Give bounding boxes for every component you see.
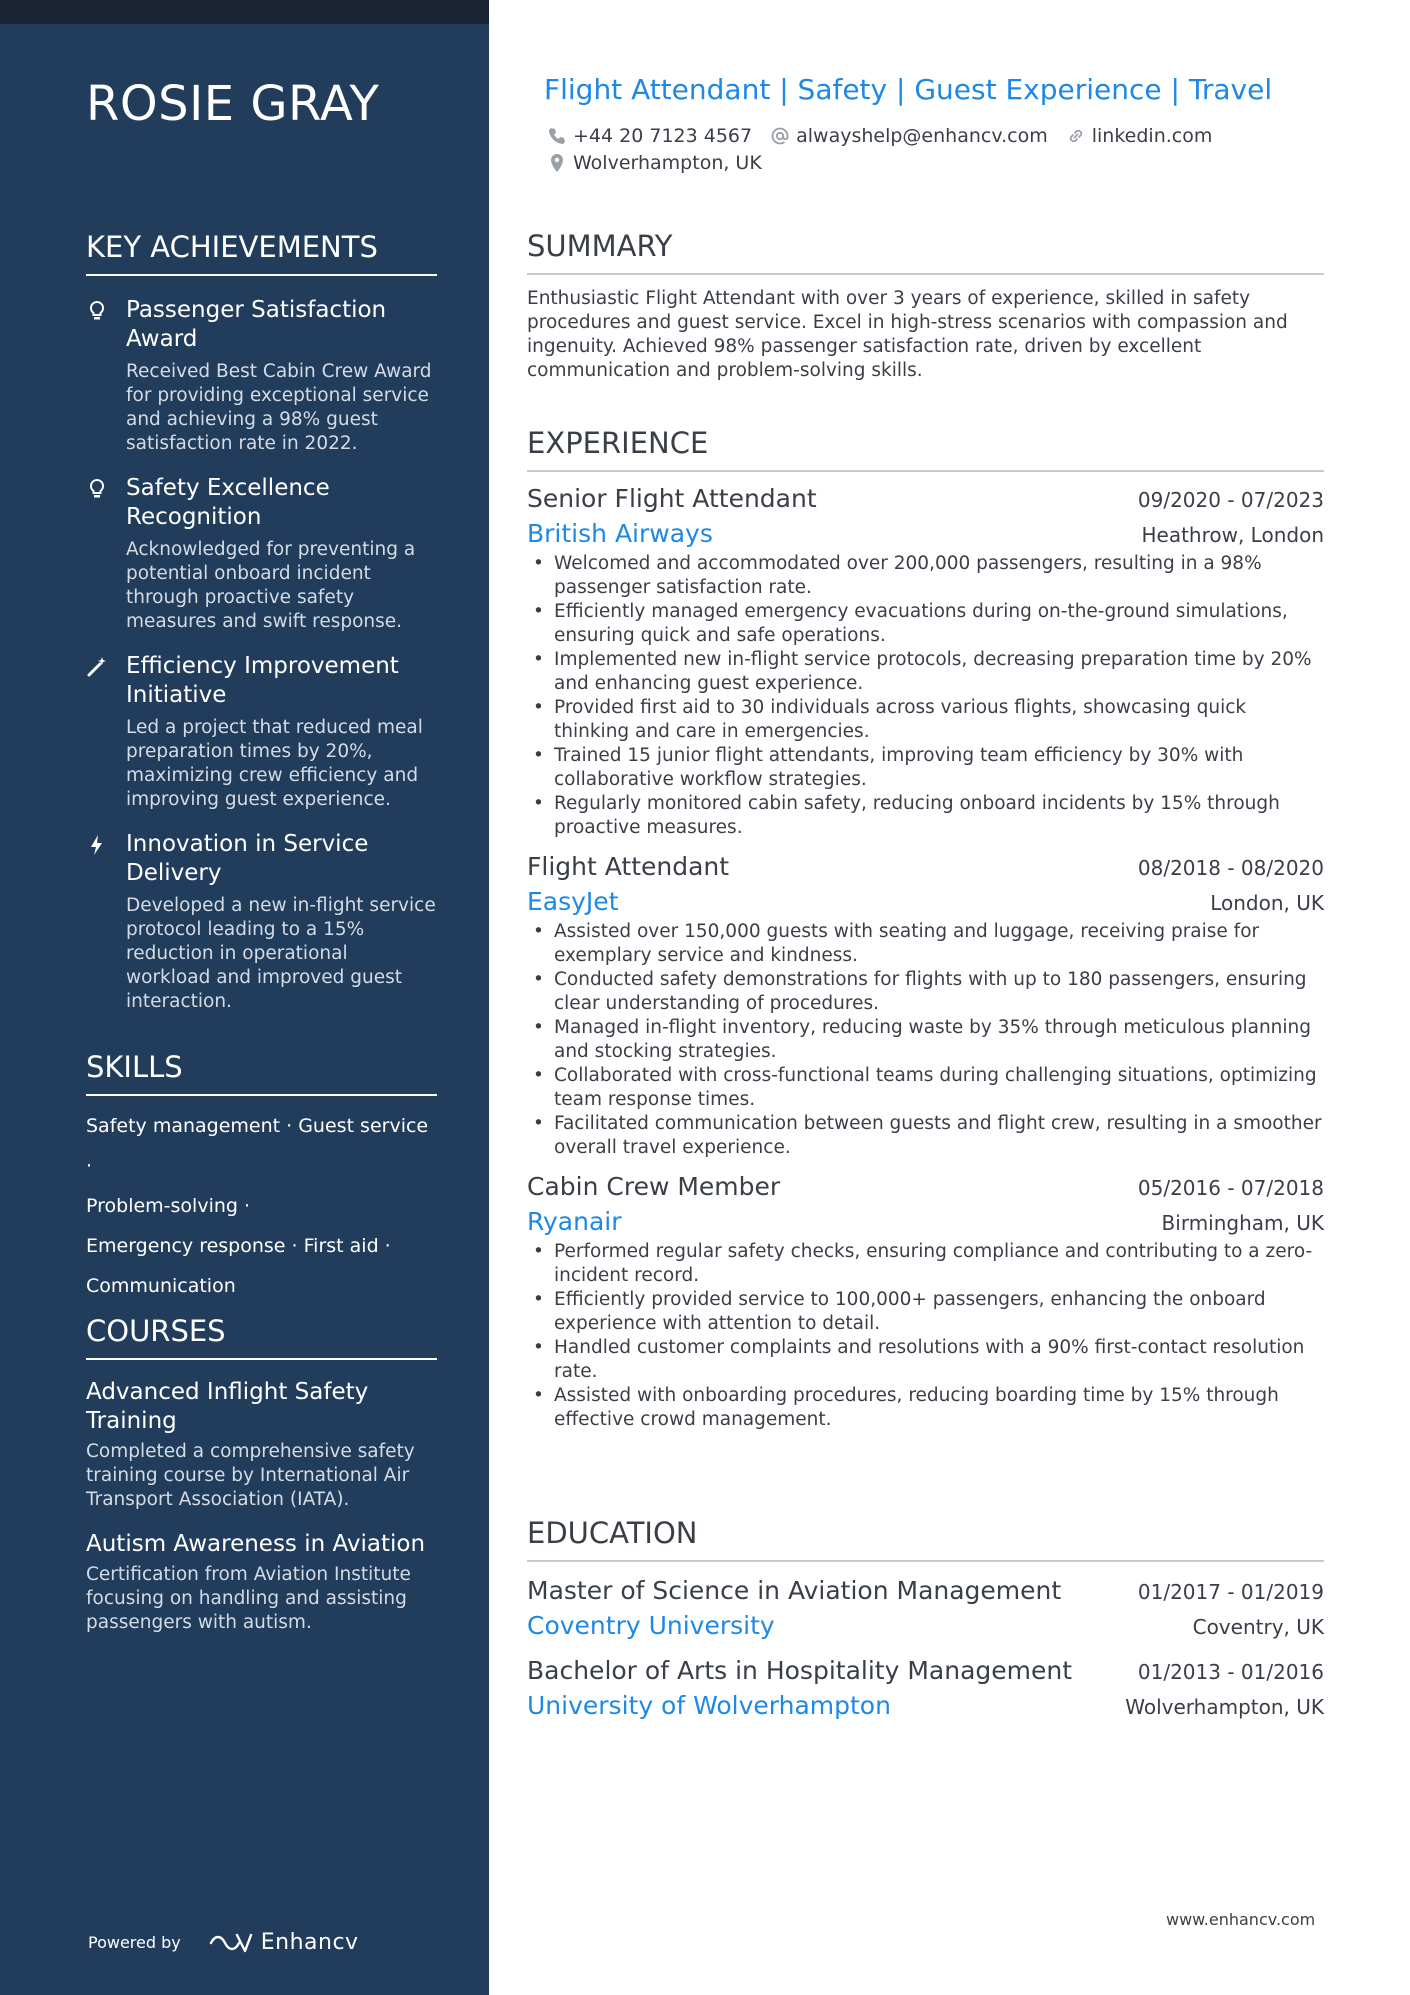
bullet-item: • Provided first aid to 30 individuals across various flights, showcasing quick thinking and care in emergencies.	[527, 696, 1324, 744]
section-title: EDUCATION	[527, 1516, 1324, 1562]
course-title: Advanced Inflight Safety Training	[86, 1379, 369, 1434]
email-address: alwayshelp@enhancv.com	[796, 125, 1048, 147]
contact-row	[547, 125, 1212, 147]
course-description: Certification from Aviation Institute focusing on handling and assisting passengers with autism.	[86, 1564, 411, 1633]
school-location: Wolverhampton, UK	[1125, 1695, 1324, 1719]
education-dates: 01/2017 - 01/2019	[1137, 1580, 1324, 1604]
bullet-item: • Handled customer complaints and resolutions with a 90% first-contact resolution rate.	[527, 1336, 1324, 1384]
section-title: COURSES	[86, 1314, 437, 1360]
summary-text: Enthusiastic Flight Attendant with over 3 years of experience, skilled in safety procedures and guest service. Excel in high-stress scenarios with compassion and ingenuity. Achieved 98% passenger satisfaction rate, driven by excellent communication and problem-solving skills.	[527, 288, 1288, 381]
skills-section	[86, 1050, 437, 1306]
powered-by-label: Powered by	[88, 1933, 181, 1952]
achievement-description: Received Best Cabin Crew Award for providing exceptional service and achieving a 98% guest satisfaction rate in 2022.	[126, 361, 432, 454]
achievement-description: Developed a new in-flight service protocol leading to a 15% reduction in operational workload and improved guest interaction.	[126, 895, 436, 1012]
bullet-item: • Assisted over 150,000 guests with seating and luggage, receiving praise for exemplary service and kindness.	[527, 920, 1324, 968]
job-entry	[527, 1172, 1324, 1432]
achievement-title: Innovation in Service Delivery	[126, 831, 369, 886]
achievement-description: Led a project that reduced meal preparation times by 20%, maximizing crew efficiency and improving guest experience.	[126, 717, 423, 810]
lightning-bolt-icon	[86, 834, 108, 856]
skill-line: Emergency response · First aid ·	[86, 1235, 391, 1257]
section-title: EXPERIENCE	[527, 426, 1324, 472]
bullet-item: • Regularly monitored cabin safety, reducing onboard incidents by 15% through proactive measures.	[527, 792, 1324, 840]
job-bullets	[527, 1240, 1324, 1432]
email-contact[interactable]	[770, 125, 1048, 147]
course-title: Autism Awareness in Aviation	[86, 1531, 426, 1557]
education-section	[527, 1516, 1324, 1720]
skill-line: Problem-solving ·	[86, 1195, 251, 1217]
course-item	[86, 1530, 437, 1635]
footer-url[interactable]: www.enhancv.com	[1166, 1910, 1316, 1929]
magic-wand-icon	[86, 656, 108, 678]
job-location: London, UK	[1210, 891, 1324, 915]
at-icon	[770, 126, 790, 146]
section-title: SUMMARY	[527, 229, 1324, 275]
education-dates: 01/2013 - 01/2016	[1137, 1660, 1324, 1684]
location-pin-icon	[547, 153, 567, 173]
enhancv-logo[interactable]	[207, 1930, 359, 1955]
lightbulb-icon	[86, 300, 108, 322]
bullet-item: • Implemented new in-flight service protocols, decreasing preparation time by 20% and enhancing guest experience.	[527, 648, 1324, 696]
section-title: KEY ACHIEVEMENTS	[86, 230, 437, 276]
job-dates: 09/2020 - 07/2023	[1137, 488, 1324, 512]
bullet-item: • Assisted with onboarding procedures, reducing boarding time by 15% through effective crowd management.	[527, 1384, 1324, 1432]
bullet-item: • Efficiently managed emergency evacuations during on-the-ground simulations, ensuring quick and safe operations.	[527, 600, 1324, 648]
linkedin-contact[interactable]	[1066, 125, 1213, 147]
bullet-item: • Trained 15 junior flight attendants, improving team efficiency by 30% with collaborative workflow strategies.	[527, 744, 1324, 792]
headline: Flight Attendant | Safety | Guest Experience | Travel	[544, 73, 1273, 106]
location-row	[547, 152, 762, 174]
school-name[interactable]: Coventry University	[527, 1611, 775, 1640]
sidebar	[0, 0, 489, 1995]
bullet-item: • Collaborated with cross-functional teams during challenging situations, optimizing team response times.	[527, 1064, 1324, 1112]
achievement-title: Efficiency Improvement Initiative	[126, 653, 399, 708]
skill-line: Communication	[86, 1275, 236, 1297]
job-bullets	[527, 920, 1324, 1160]
achievement-item	[86, 652, 437, 812]
course-description: Completed a comprehensive safety training course by International Air Transport Association (IATA).	[86, 1441, 415, 1510]
degree: Master of Science in Aviation Management	[527, 1576, 1062, 1605]
achievement-title: Passenger Satisfaction Award	[126, 297, 387, 352]
courses-section	[86, 1314, 437, 1635]
skills-list	[86, 1106, 437, 1306]
bullet-item: • Conducted safety demonstrations for flights with up to 180 passengers, ensuring clear understanding of procedures.	[527, 968, 1324, 1016]
achievement-title: Safety Excellence Recognition	[126, 475, 330, 530]
job-title: Senior Flight Attendant	[527, 484, 817, 513]
company-name[interactable]: British Airways	[527, 519, 713, 548]
key-achievements-section	[86, 230, 437, 1014]
achievement-item	[86, 296, 437, 456]
phone-number: +44 20 7123 4567	[573, 125, 753, 147]
job-bullets	[527, 552, 1324, 840]
experience-section	[527, 426, 1324, 1432]
job-title: Cabin Crew Member	[527, 1172, 781, 1201]
education-entry	[527, 1576, 1324, 1640]
achievement-item	[86, 830, 437, 1014]
location: Wolverhampton, UK	[573, 152, 762, 174]
phone-icon	[547, 126, 567, 146]
link-icon	[1066, 126, 1086, 146]
job-location: Birmingham, UK	[1161, 1211, 1324, 1235]
bullet-item: • Efficiently provided service to 100,000+ passengers, enhancing the onboard experience with attention to detail.	[527, 1288, 1324, 1336]
school-name[interactable]: University of Wolverhampton	[527, 1691, 891, 1720]
section-title: SKILLS	[86, 1050, 437, 1096]
job-entry	[527, 852, 1324, 1160]
enhancv-logo-icon	[207, 1931, 253, 1955]
job-title: Flight Attendant	[527, 852, 730, 881]
company-name[interactable]: EasyJet	[527, 887, 619, 916]
achievement-description: Acknowledged for preventing a potential onboard incident through proactive safety measures and swift response.	[126, 539, 416, 632]
powered-by	[88, 1930, 359, 1955]
brand-name: Enhancv	[260, 1930, 359, 1955]
summary-section	[527, 229, 1324, 383]
job-dates: 05/2016 - 07/2018	[1137, 1176, 1324, 1200]
job-dates: 08/2018 - 08/2020	[1137, 856, 1324, 880]
skill-line: Safety management · Guest service ·	[86, 1115, 429, 1177]
school-location: Coventry, UK	[1192, 1615, 1324, 1639]
degree: Bachelor of Arts in Hospitality Management	[527, 1656, 1073, 1685]
bullet-item: • Performed regular safety checks, ensuring compliance and contributing to a zero-incident record.	[527, 1240, 1324, 1288]
course-item	[86, 1378, 437, 1512]
phone-contact[interactable]	[547, 125, 752, 147]
company-name[interactable]: Ryanair	[527, 1207, 622, 1236]
linkedin-url: linkedin.com	[1091, 125, 1213, 147]
achievement-item	[86, 474, 437, 634]
job-entry	[527, 484, 1324, 840]
education-entry	[527, 1656, 1324, 1720]
bullet-item: • Managed in-flight inventory, reducing waste by 35% through meticulous planning and stocking strategies.	[527, 1016, 1324, 1064]
lightbulb-icon	[86, 478, 108, 500]
job-location: Heathrow, London	[1141, 523, 1324, 547]
candidate-name: ROSIE GRAY	[86, 76, 380, 132]
bullet-item: • Facilitated communication between guests and flight crew, resulting in a smoother overall travel experience.	[527, 1112, 1324, 1160]
bullet-item: • Welcomed and accommodated over 200,000 passengers, resulting in a 98% passenger satisfaction rate.	[527, 552, 1324, 600]
